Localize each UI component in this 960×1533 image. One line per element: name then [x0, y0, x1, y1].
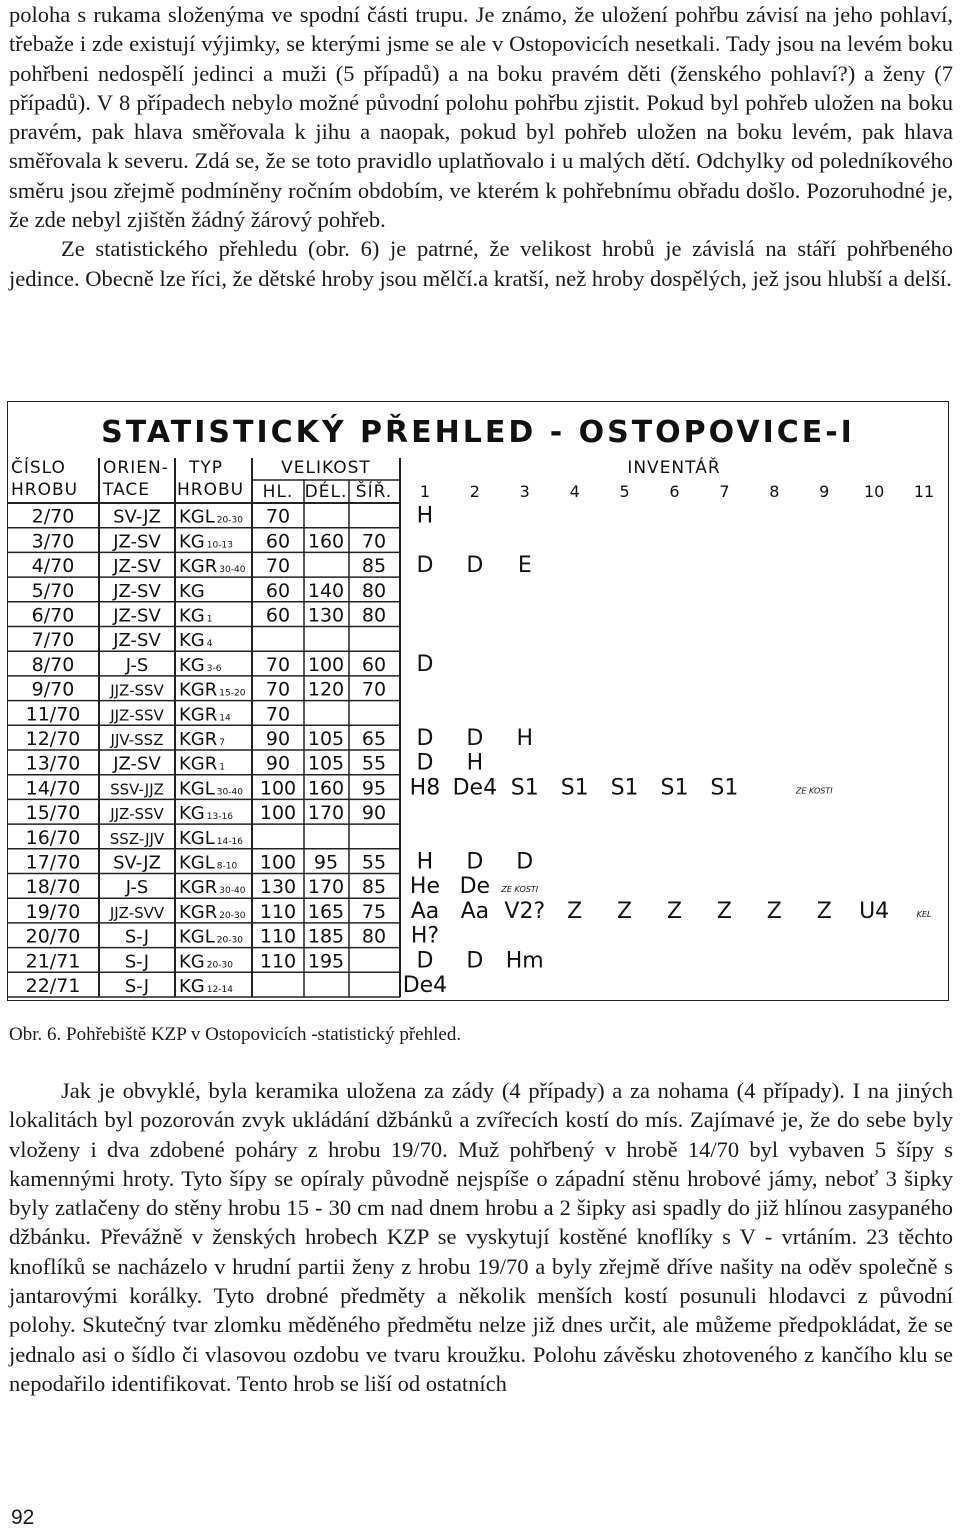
cell-inventory: Aa: [460, 898, 490, 924]
cell-type-age: 15-20: [219, 688, 246, 699]
cell-grave-number: 22/71: [25, 975, 81, 997]
cell-grave-number: 21/71: [25, 950, 81, 973]
cell-size: 120: [307, 678, 345, 701]
paragraph-1: poloha s rukama složenýma ve spodní části trupu. Je známo, že uložení pohřbu závisí na jeho pohlaví, třebaže i zde existují výjimky, se kterými jsme se ale v Ostopovicích nesetkali. Tady jsou na levém boku pohřbeni nedospělí jedinci a muži (5 případů) a na boku pravém děti (ženského pohlaví?) a ženy (7 případů). V 8 případech nebylo možné původní polohu pohřbu zjistit. Pokud byl pohřeb uložen na boku pravém, pak hlava směřovala k jihu a naopak, pokud byl pohřeb uložen na boku levém, pak hlava směřovala k severu. Zdá se, že se toto pravidlo uplatňovalo i u malých dětí. Odchylky od poledníkového směru jsou zřejmě podmíněny ročním obdobím, ve kterém k pohřebnímu obřadu došlo. Pozoruhodné je, že zde nebyl zjištěn žádný žárový pohřeb.: [9, 2, 953, 233]
cell-orientation: JJZ-SVV: [109, 903, 165, 922]
cell-size: 90: [361, 802, 387, 825]
cell-size: 60: [361, 653, 387, 676]
cell-orientation: SV-JZ: [113, 852, 161, 874]
header-inventar-number: 6: [669, 482, 680, 501]
cell-type-code: KGL: [179, 852, 215, 874]
cell-type-code: KGR: [179, 679, 218, 701]
cell-inventory: S1: [610, 775, 639, 801]
header-cislo-2: HROBU: [11, 480, 79, 500]
cell-type-code: KGL: [179, 827, 215, 849]
cell-orientation: JZ-SV: [113, 531, 161, 553]
cell-inventory: D: [466, 553, 484, 579]
cell-orientation: J-S: [125, 877, 149, 899]
cell-size: 100: [259, 851, 297, 874]
cell-inventory: Z: [766, 898, 782, 924]
cell-note: ZE KOSTI: [795, 786, 833, 796]
cell-size: 80: [361, 579, 387, 602]
paragraph-3: Jak je obvyklé, byla keramika uložena za zády (4 případy) a za nohama (4 případy). I na jiných lokalitách byl pozorován zvyk ukládání džbánků a zvířecích kostí do mís. Zajímavé je, že do sebe byly vloženy i dva zdobené poháry z hrobu 19/70. Muž pohřbený v hrobě 14/70 byl vybaven 5 šípy s kamennými hroty. Tyto šípy se opíraly původně nejspíše o západní stěnu hrobové jámy, neboť 3 šipky byly zatlačeny do stěny hrobu 15 - 30 cm nad dnem hrobu a 2 šipky asi spadly do již hlínou zasypaného džbánku. Převážně v ženských hrobech KZP se vyskytují kostěné knoflíky s V - vrtáním. 23 těchto knoflíků se nacházelo v hrudní partii ženy z hrobu 19/70 a byly zřejmě dříve našity na oděv společně s jantarovými korálky. Tyto drobné předměty a několik menších kostí posunuli hlodavci z původní polohy. Skutečný tvar zlomku měděného předmětu nelze již dnes určit, ale můžeme předpokládat, že se jednalo asi o šídlo či vlasovou ozdobu ve tvaru kroužku. Polohu závěsku zhotoveného z kančího klu se nepodařilo identifikovat. Tento hrob se liší od ostatních: [9, 1078, 953, 1396]
header-inventar-number: 5: [619, 482, 630, 501]
cell-inventory: Z: [716, 898, 732, 924]
cell-type-code: KGR: [179, 901, 218, 923]
cell-inventory: H: [516, 726, 534, 751]
cell-size: 80: [361, 925, 387, 948]
cell-orientation: JZ-SV: [113, 580, 161, 602]
cell-type: [179, 581, 205, 602]
cell-type-code: KG: [179, 951, 205, 973]
cell-size: 160: [307, 530, 345, 553]
cell-size: 130: [259, 876, 297, 899]
cell-type-code: KG: [179, 580, 205, 602]
cell-type-age: 8-10: [216, 861, 238, 872]
cell-inventory: S1: [560, 775, 589, 801]
cell-type-age: 14-16: [216, 836, 243, 847]
cell-type-age: 13-16: [206, 812, 233, 823]
header-inventar-number: 10: [863, 482, 885, 501]
cell-grave-number: 14/70: [25, 777, 81, 800]
header-inventar-number: 11: [913, 482, 935, 501]
cell-type-age: 30-40: [219, 886, 246, 897]
cell-type-age: 1: [219, 762, 225, 773]
cell-inventory: He: [409, 874, 440, 900]
cell-inventory: D: [416, 750, 434, 776]
cell-inventory: De4: [452, 775, 498, 801]
cell-inventory: Hm: [505, 948, 544, 974]
cell-size: 70: [265, 653, 291, 676]
cell-type-code: KG: [179, 605, 205, 627]
cell-type-age: 30-40: [219, 565, 246, 576]
cell-type-code: KGR: [179, 729, 218, 750]
cell-grave-number: 5/70: [31, 579, 75, 602]
cell-inventory: H?: [410, 923, 440, 949]
cell-orientation: JZ-SV: [113, 605, 161, 627]
cell-size: 80: [361, 604, 387, 627]
cell-inventory: U4: [859, 898, 890, 924]
cell-type-code: KG: [179, 630, 205, 652]
cell-grave-number: 18/70: [25, 876, 81, 899]
cell-orientation: JZ-SV: [113, 630, 161, 652]
cell-size: 110: [259, 925, 297, 948]
cell-orientation: SSV-JJZ: [110, 780, 164, 799]
cell-size: 55: [361, 851, 387, 874]
cell-grave-number: 20/70: [25, 925, 81, 948]
cell-type-age: 1: [206, 614, 213, 625]
cell-size: 110: [259, 900, 297, 923]
cell-grave-number: 19/70: [25, 900, 81, 923]
cell-type-code: KGR: [179, 556, 218, 578]
cell-inventory: H8: [409, 775, 441, 801]
cell-size: 60: [265, 579, 291, 602]
cell-size: 70: [265, 703, 291, 726]
cell-orientation: S-J: [124, 976, 150, 997]
cell-type-code: KGL: [179, 926, 215, 948]
cell-inventory: Z: [567, 898, 583, 924]
cell-size: 105: [307, 728, 345, 750]
cell-size: 100: [307, 653, 345, 676]
figure-caption: Obr. 6. Pohřebiště KZP v Ostopovicích -statistický přehled.: [9, 1024, 462, 1045]
paragraph-2: Ze statistického přehledu (obr. 6) je patrné, že velikost hrobů je závislá na stáří pohřbeného jedince. Obecně lze říci, že dětské hroby jsou mělčí.a kratší, než hroby dospělých, jež jsou hlubší a delší.: [9, 236, 953, 291]
cell-size: 100: [259, 802, 297, 825]
cell-orientation: JJZ-SSV: [110, 706, 164, 725]
header-inventar-number: 8: [769, 482, 780, 501]
cell-orientation: S-J: [124, 951, 150, 973]
cell-type-code: KGR: [179, 877, 218, 899]
cell-size: 195: [307, 950, 345, 973]
cell-inventory: D: [416, 651, 434, 677]
cell-type-code: KGR: [179, 753, 218, 775]
header-velikost-sub: DÉL.: [304, 482, 348, 502]
cell-inventory: D: [416, 726, 434, 751]
cell-type-age: 14: [219, 713, 231, 724]
cell-orientation: JZ-SV: [113, 556, 161, 578]
header-typ-2: HROBU: [177, 480, 245, 500]
table-row: [32, 629, 213, 651]
cell-orientation: JJV-SSZ: [110, 731, 164, 749]
body-text-bottom: [9, 1076, 953, 1398]
cell-type-code: KGL: [179, 778, 215, 800]
cell-size: 110: [259, 950, 297, 973]
header-inventar-number: 1: [419, 482, 431, 501]
header-velikost: VELIKOST: [281, 458, 371, 478]
cell-size: 165: [307, 900, 345, 923]
cell-grave-number: 8/70: [31, 653, 75, 676]
cell-type-code: KG: [179, 803, 205, 825]
cell-size: 70: [361, 530, 387, 553]
cell-type-age: 20-30: [216, 515, 243, 526]
cell-type-age: 7: [219, 738, 225, 748]
cell-inventory: E: [517, 553, 532, 579]
cell-size: 140: [307, 579, 345, 602]
cell-inventory: D: [466, 849, 484, 875]
cell-size: 170: [307, 802, 345, 825]
cell-size: 70: [265, 678, 291, 701]
cell-size: 100: [259, 777, 297, 800]
cell-type-age: 10-13: [206, 540, 233, 551]
cell-grave-number: 9/70: [31, 678, 75, 701]
cell-type-code: KG: [179, 976, 205, 997]
cell-inventory: Aa: [410, 898, 440, 924]
cell-inventory: S1: [710, 775, 739, 801]
cell-inventory: S1: [510, 775, 539, 801]
cell-orientation: S-J: [124, 926, 150, 948]
cell-size: 170: [307, 876, 345, 899]
cell-type-age: 12-14: [206, 985, 233, 995]
cell-grave-number: 17/70: [25, 851, 81, 874]
cell-size: 75: [361, 900, 387, 923]
cell-size: 85: [361, 555, 387, 578]
cell-inventory: H: [416, 849, 434, 875]
cell-grave-number: 15/70: [25, 802, 81, 825]
cell-grave-number: 13/70: [25, 752, 81, 775]
cell-grave-number: 3/70: [31, 530, 75, 553]
cell-inventory: Z: [617, 898, 633, 924]
cell-type-age: 20-30: [216, 935, 243, 946]
cell-size: 130: [307, 604, 345, 627]
page-number: 92: [11, 1506, 35, 1529]
cell-size: 70: [265, 505, 291, 528]
figure-title: STATISTICKÝ PŘEHLED - OSTOPOVICE-I: [101, 415, 855, 450]
cell-size: 160: [307, 777, 345, 800]
cell-inventory: Z: [816, 898, 832, 924]
cell-grave-number: 7/70: [31, 629, 75, 652]
cell-grave-number: 11/70: [25, 703, 81, 726]
cell-size: 60: [265, 604, 291, 627]
cell-orientation: JJZ-SSV: [110, 805, 164, 824]
cell-type-age: 30-40: [216, 787, 243, 798]
cell-inventory: D: [416, 948, 434, 974]
cell-orientation: SSZ-JJV: [109, 829, 165, 848]
cell-size: 85: [361, 876, 387, 899]
cell-size: 70: [361, 678, 387, 701]
cell-inventory: De: [459, 874, 491, 900]
cell-size: 70: [265, 555, 291, 578]
cell-grave-number: 2/70: [31, 505, 75, 528]
cell-type-code: KGL: [179, 506, 215, 528]
cell-inventory: S1: [660, 775, 689, 801]
cell-inventory: Z: [666, 898, 683, 924]
cell-size: 90: [265, 728, 291, 750]
header-velikost-sub: HL.: [262, 482, 294, 502]
cell-type-code: KG: [179, 654, 205, 676]
cell-grave-number: 16/70: [25, 826, 81, 849]
cell-inventory: H: [466, 750, 484, 776]
cell-grave-number: 6/70: [31, 604, 75, 627]
cell-note: KEL: [916, 909, 932, 919]
cell-orientation: SV-JZ: [113, 506, 161, 528]
cell-size: 65: [361, 728, 387, 750]
cell-size: 105: [307, 752, 345, 775]
statistics-table-figure: [7, 401, 949, 1001]
cell-inventory: H: [416, 503, 434, 529]
cell-size: 95: [361, 777, 387, 800]
cell-size: 55: [361, 752, 387, 775]
header-inventar-number: 3: [519, 482, 530, 501]
cell-type-age: 20-30: [206, 960, 233, 971]
cell-type-age: 20-30: [219, 910, 246, 921]
cell-orientation: J-S: [125, 654, 149, 676]
cell-type-age: 3-6: [206, 663, 222, 674]
cell-inventory: D: [466, 948, 484, 974]
header-cislo-1: ČÍSLO: [11, 458, 66, 478]
header-orientace-1: ORIEN-: [103, 458, 169, 478]
cell-grave-number: 4/70: [31, 555, 75, 578]
header-typ-1: TYP: [189, 458, 224, 478]
cell-note: ZE KOSTI: [501, 885, 539, 895]
cell-inventory: D: [416, 553, 434, 579]
cell-orientation: JZ-SV: [113, 753, 161, 775]
header-orientace-2: TACE: [103, 480, 151, 500]
cell-type-age: 4: [206, 639, 213, 650]
cell-size: 90: [265, 752, 291, 775]
header-velikost-sub: ŠÍŘ.: [355, 482, 393, 502]
cell-inventory: D: [466, 726, 484, 751]
cell-size: 185: [307, 925, 345, 948]
cell-orientation: JJZ-SSV: [110, 681, 164, 700]
cell-inventory: D: [516, 849, 534, 875]
cell-grave-number: 12/70: [25, 728, 81, 750]
cell-size: 60: [265, 530, 291, 553]
cell-size: 95: [313, 851, 339, 874]
cell-type-code: KG: [179, 531, 205, 553]
header-inventar-number: 2: [469, 482, 480, 501]
header-inventar: INVENTÁŘ: [627, 458, 721, 478]
table-row: [26, 827, 244, 849]
cell-inventory: De4: [402, 973, 448, 998]
body-text-top: [9, 0, 953, 293]
header-inventar-number: 7: [719, 482, 730, 501]
header-inventar-number: 4: [569, 482, 580, 501]
cell-inventory: V2?: [504, 898, 546, 924]
header-inventar-number: 9: [819, 482, 830, 501]
cell-type-code: KGR: [179, 704, 218, 726]
